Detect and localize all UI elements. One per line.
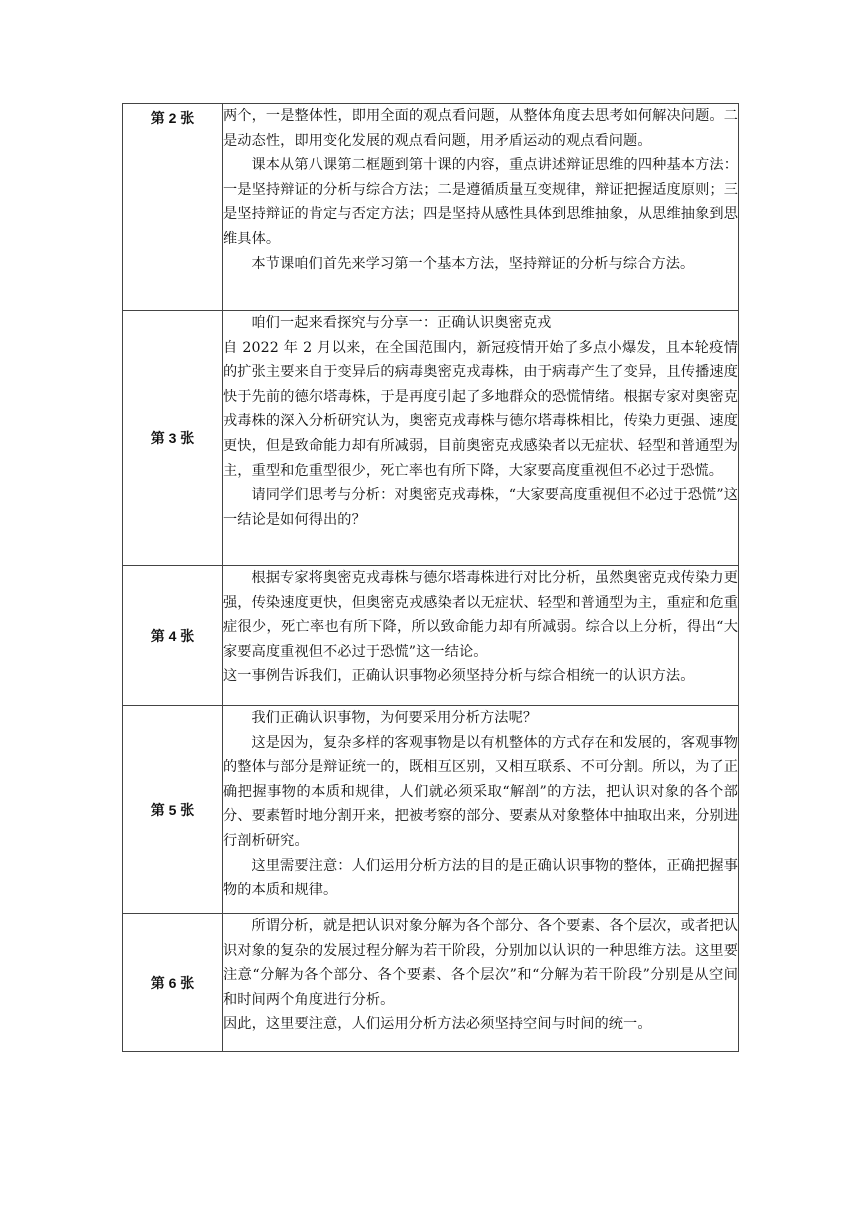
paragraph: 本节课咱们首先来学习第一个基本方法，坚持辩证的分析与综合方法。: [251, 255, 695, 272]
paragraph: 所谓分析，就是把认识对象分解为各个部分、各个要素、各个层次，或者把认识对象的复杂的发展过程分解为若干阶段，分别加以认识的一种思维方法。这里要注意“分解为各个部分、各个要素、各个层次”和“分解为若干阶段”分别是从空间和时间两个角度进行分析。: [223, 918, 738, 1008]
paragraph: 因此，这里要注意，人们运用分析方法必须坚持空间与时间的统一。: [223, 1016, 652, 1033]
row-content: [223, 914, 739, 1052]
row-label: 第 2 张: [123, 104, 223, 311]
row-label: 第 3 张: [123, 311, 223, 566]
paragraph: 这里需要注意：人们运用分析方法的目的是正确认识事物的整体，正确把握事物的本质和规律。: [223, 857, 738, 899]
table-row: [123, 311, 739, 566]
row-content: [223, 311, 739, 566]
table-row: [123, 566, 739, 706]
paragraph: 咱们一起来看探究与分享一：正确认识奥密克戎: [251, 315, 552, 331]
paragraph: 根据专家将奥密克戎毒株与德尔塔毒株进行对比分析，虽然奥密克戎传染力更强，传染速度更快，但奥密克戎感染者以无症状、轻型和普通型为主，重症和危重症很少，死亡率也有所下降，所以致命能力却有所减弱。综合以上分析，得出“大家要高度重视但不必过于恐慌”这一结论。: [223, 570, 738, 660]
row-label: 第 6 张: [123, 914, 223, 1052]
row-label: 第 4 张: [123, 566, 223, 706]
row-content: [223, 706, 739, 914]
table-row: [123, 104, 739, 311]
paragraph: 这是因为，复杂多样的客观事物是以有机整体的方式存在和发展的，客观事物的整体与部分是辩证统一的，既相互区别，又相互联系、不可分割。所以，为了正确把握事物的本质和规律，人们就必须采取“解剖”的方法，把认识对象的各个部分、要素暂时地分割开来，把被考察的部分、要素从对象整体中抽取出来，分别进行剖析研究。: [223, 734, 738, 849]
paragraph: 这一事例告诉我们，正确认识事物必须坚持分析与综合相统一的认识方法。: [223, 668, 695, 685]
paragraph: 请同学们思考与分析：对奥密克戎毒株，“大家要高度重视但不必过于恐慌”这一结论是如何得出的？: [223, 487, 738, 528]
paragraph: 课本从第八课第二框题到第十课的内容，重点讲述辩证思维的四种基本方法：一是坚持辩证的分析与综合方法；二是遵循质量互变规律，辩证把握适度原则；三是坚持辩证的肯定与否定方法；四是坚持从感性具体到思维抽象，从思维抽象到思维具体。: [223, 157, 738, 247]
paragraph: 我们正确认识事物，为何要采用分析方法呢？: [251, 710, 538, 726]
row-label: 第 5 张: [123, 706, 223, 914]
table-row: [123, 706, 739, 914]
paragraph: 两个，一是整体性，即用全面的观点看问题，从整体角度去思考如何解决问题。二是动态性，即用变化发展的观点看问题，用矛盾运动的观点看问题。: [223, 108, 738, 149]
row-content: [223, 566, 739, 706]
slides-table: [122, 103, 739, 1052]
paragraph: 自 2022 年 2 月以来，在全国范围内，新冠疫情开始了多点小爆发，且本轮疫情的扩张主要来自于变异后的病毒奥密克戎毒株，由于病毒产生了变异，且传播速度快于先前的德尔塔毒株，于是再度引起了多地群众的恐慌情绪。根据专家对奥密克戎毒株的深入分析研究认为，奥密克戎毒株与德尔塔毒株相比，传染力更强、速度更快，但是致命能力却有所减弱，目前奥密克戎感染者以无症状、轻型和普通型为主，重型和危重型很少，死亡率也有所下降，大家要高度重视但不必过于恐慌。: [223, 339, 738, 479]
row-content: [223, 104, 739, 311]
table-row: [123, 914, 739, 1052]
